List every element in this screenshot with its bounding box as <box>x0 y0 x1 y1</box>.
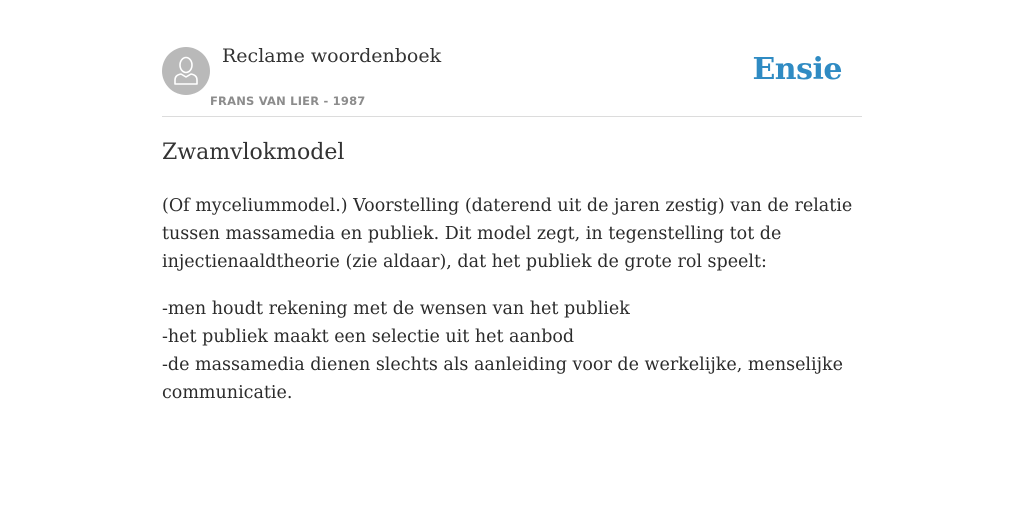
list-item: -de massamedia dienen slechts als aanleiding voor de werkelijke, menselijke <box>162 355 844 375</box>
list-item: communicatie. <box>162 383 293 403</box>
entry-title: Zwamvlokmodel <box>162 140 345 165</box>
list-item: -het publiek maakt een selectie uit het aanbod <box>162 327 575 347</box>
user-icon <box>173 56 199 86</box>
book-title[interactable]: Reclame woordenboek <box>222 45 442 67</box>
paragraph-line: (Of myceliummodel.) Voorstelling (daterend uit de jaren zestig) van de relatie <box>162 196 853 216</box>
list-paragraph <box>162 295 862 407</box>
page-container <box>162 0 862 403</box>
paragraph-line: injectienaaldtheorie (zie aldaar), dat het publiek de grote rol speelt: <box>162 252 767 272</box>
author-line[interactable]: FRANS VAN LIER - 1987 <box>210 94 366 108</box>
header <box>162 0 862 117</box>
brand-logo[interactable]: Ensie <box>752 52 842 87</box>
list-item: -men houdt rekening met de wensen van het publiek <box>162 299 630 319</box>
avatar <box>162 47 210 95</box>
definition-paragraph <box>162 192 862 276</box>
paragraph-line: tussen massamedia en publiek. Dit model zegt, in tegenstelling tot de <box>162 224 782 244</box>
